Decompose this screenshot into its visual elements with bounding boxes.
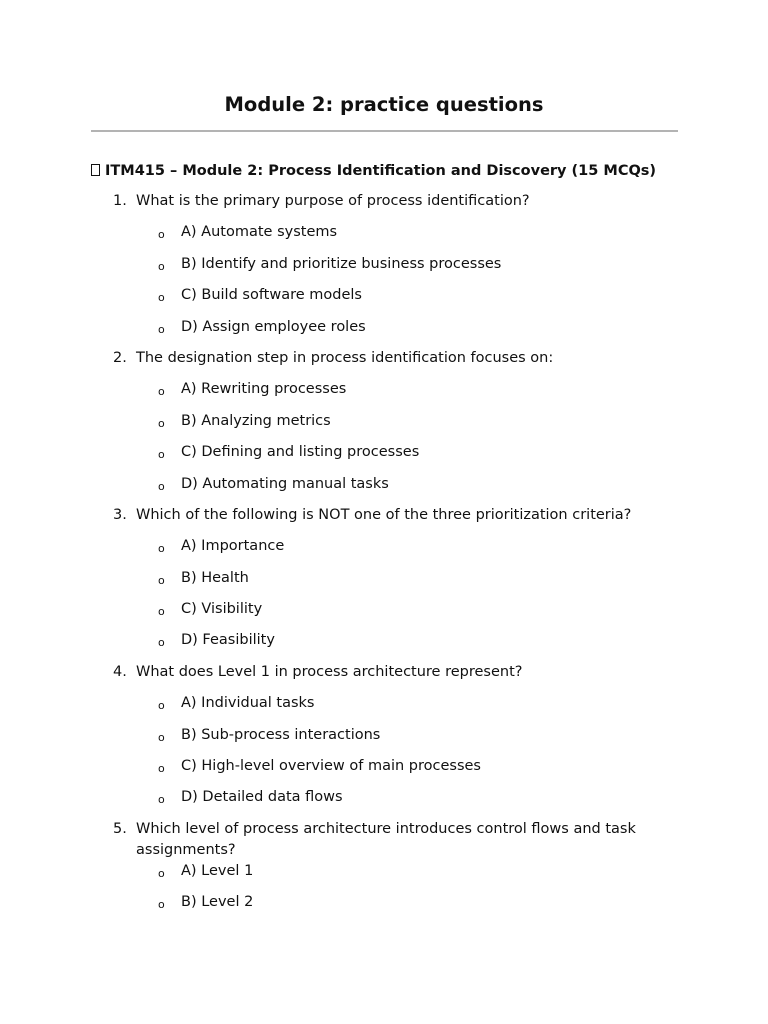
- question-text: The designation step in process identification focuses on:: [136, 349, 554, 366]
- question-item: [0, 819, 768, 924]
- option-text: B) Sub-process interactions: [181, 726, 381, 743]
- option-bullet: o: [158, 730, 165, 744]
- question-row: [0, 191, 768, 222]
- option-list: [0, 693, 768, 819]
- option-text: C) Visibility: [181, 601, 263, 618]
- option-text: A) Level 1: [181, 862, 254, 879]
- option-item: [0, 725, 768, 756]
- option-bullet: o: [158, 542, 165, 556]
- question-item: [0, 505, 768, 662]
- option-text: C) Defining and listing processes: [181, 444, 420, 461]
- option-bullet: o: [158, 898, 165, 912]
- option-bullet: o: [158, 416, 165, 430]
- option-item: [0, 411, 768, 442]
- option-item: [0, 599, 768, 630]
- question-text: Which level of process architecture introduces control flows and task assignments?: [136, 820, 636, 858]
- option-text: D) Feasibility: [181, 632, 275, 649]
- option-item: [0, 861, 768, 892]
- option-item: [0, 379, 768, 410]
- option-item: [0, 568, 768, 599]
- option-item: [0, 442, 768, 473]
- option-item: [0, 474, 768, 505]
- option-text: B) Level 2: [181, 894, 254, 911]
- option-text: D) Assign employee roles: [181, 318, 366, 335]
- option-bullet: o: [158, 291, 165, 305]
- question-text: Which of the following is NOT one of the three prioritization criteria?: [136, 506, 632, 523]
- option-list: [0, 861, 768, 924]
- question-row: [0, 505, 768, 536]
- question-number: 5.: [113, 820, 127, 837]
- option-text: B) Analyzing metrics: [181, 412, 331, 429]
- option-item: [0, 254, 768, 285]
- section-heading-text: ITM415 – Module 2: Process Identification and Discovery (15 MCQs): [105, 163, 657, 179]
- option-bullet: o: [158, 636, 165, 650]
- question-item: [0, 191, 768, 348]
- title-divider: [91, 130, 678, 132]
- option-item: [0, 756, 768, 787]
- option-list: [0, 536, 768, 662]
- question-row: [0, 348, 768, 379]
- option-text: D) Detailed data flows: [181, 789, 343, 806]
- option-bullet: o: [158, 605, 165, 619]
- option-bullet: o: [158, 322, 165, 336]
- option-bullet: o: [158, 448, 165, 462]
- option-list: [0, 222, 768, 348]
- option-bullet: o: [158, 479, 165, 493]
- page-title: Module 2: practice questions: [224, 93, 544, 116]
- question-number: 3.: [113, 506, 127, 523]
- option-bullet: o: [158, 866, 165, 880]
- option-text: A) Importance: [181, 538, 285, 555]
- option-item: [0, 892, 768, 923]
- option-bullet: o: [158, 259, 165, 273]
- section-heading: [91, 161, 691, 181]
- option-bullet: o: [158, 793, 165, 807]
- option-item: [0, 285, 768, 316]
- option-text: D) Automating manual tasks: [181, 475, 389, 492]
- question-text: What is the primary purpose of process identification?: [136, 193, 530, 209]
- option-text: B) Identify and prioritize business processes: [181, 255, 502, 272]
- option-item: [0, 536, 768, 567]
- question-number: 4.: [113, 663, 127, 680]
- option-text: A) Rewriting processes: [181, 381, 347, 398]
- question-item: [0, 662, 768, 819]
- option-text: A) Automate systems: [181, 224, 338, 241]
- option-bullet: o: [158, 762, 165, 776]
- option-item: [0, 317, 768, 348]
- option-bullet: o: [158, 385, 165, 399]
- question-row: [0, 819, 768, 861]
- question-list: [0, 191, 768, 924]
- option-item: [0, 787, 768, 818]
- question-number: 1.: [113, 193, 127, 209]
- question-row: [0, 662, 768, 693]
- option-text: B) Health: [181, 569, 249, 586]
- option-item: [0, 630, 768, 661]
- option-bullet: o: [158, 228, 165, 242]
- option-list: [0, 379, 768, 505]
- option-text: C) Build software models: [181, 287, 362, 304]
- option-item: [0, 693, 768, 724]
- question-number: 2.: [113, 349, 127, 366]
- question-item: [0, 348, 768, 505]
- option-text: A) Individual tasks: [181, 695, 315, 712]
- option-item: [0, 222, 768, 253]
- option-bullet: o: [158, 573, 165, 587]
- question-text: What does Level 1 in process architecture represent?: [136, 663, 523, 680]
- missing-glyph-icon: [91, 164, 100, 176]
- option-bullet: o: [158, 699, 165, 713]
- option-text: C) High-level overview of main processes: [181, 758, 481, 775]
